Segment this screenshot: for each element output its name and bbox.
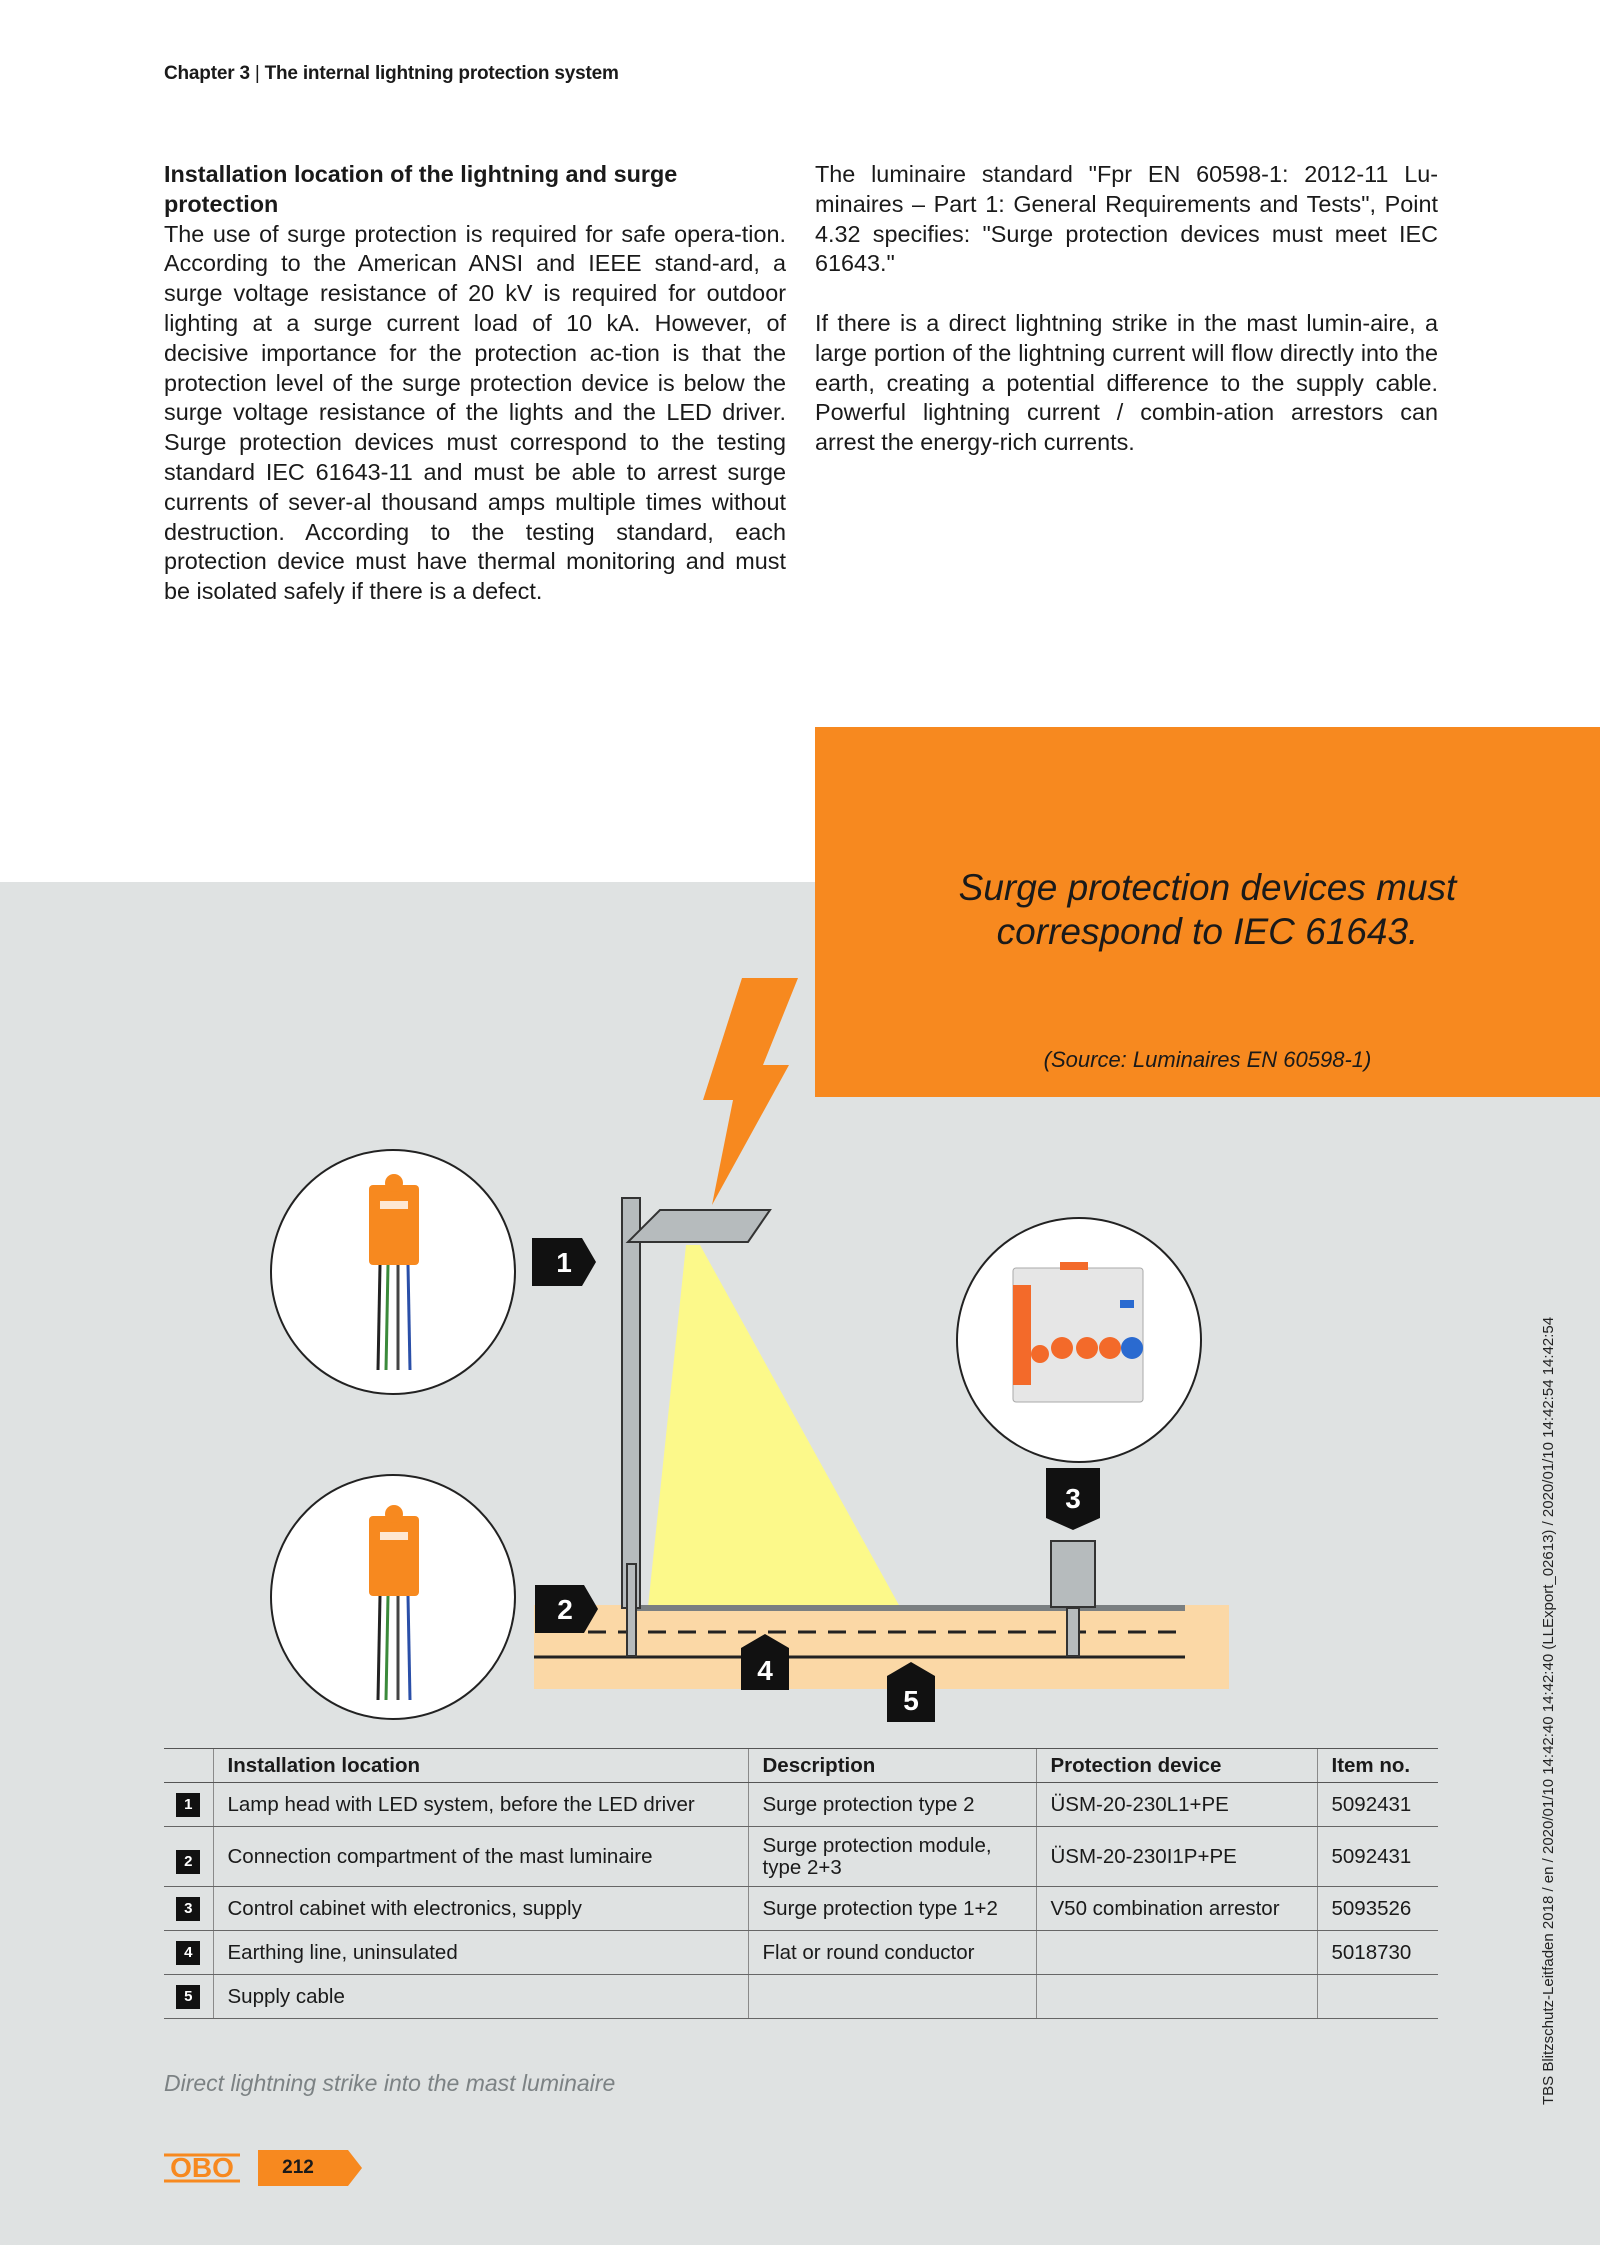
column-header-device: Protection device <box>1036 1749 1317 1783</box>
chapter-number: Chapter 3 <box>164 63 250 84</box>
cell-device <box>1036 1975 1317 2019</box>
side-print-info: TBS Blitzschutz-Leitfaden 2018 / en / 2020/01/10 14:42:40 14:42:40 (LLExport_02613) / 2020/01/10 14:42:54 14:42:54 <box>1540 1316 1557 2105</box>
cell-description: Surge protection type 1+2 <box>748 1887 1036 1931</box>
badge-3 <box>1046 1468 1100 1530</box>
section-heading: Installation location of the lightning and surge protection <box>164 161 678 217</box>
cell-item: 5092431 <box>1317 1827 1438 1887</box>
page-number: 212 <box>282 2157 314 2178</box>
cell-item: 5093526 <box>1317 1887 1438 1931</box>
row-number-badge: 1 <box>176 1793 200 1817</box>
cell-location: Supply cable <box>213 1975 748 2019</box>
chapter-title: The internal lightning protection system <box>264 63 619 84</box>
table-row <box>164 1783 1438 1827</box>
running-header: Chapter 3 | The internal lightning protection system <box>164 63 619 84</box>
obo-logo-text: OBO <box>170 2152 234 2183</box>
light-beam <box>648 1245 900 1607</box>
row-number-badge: 4 <box>176 1941 200 1965</box>
row-number-badge: 2 <box>176 1850 200 1874</box>
cell-description: Surge protection type 2 <box>748 1783 1036 1827</box>
table-row <box>164 1827 1438 1887</box>
badge-1 <box>532 1238 596 1286</box>
column-header-item: Item no. <box>1317 1749 1438 1783</box>
soil-ground <box>534 1605 1229 1689</box>
cell-location: Earthing line, uninsulated <box>213 1931 748 1975</box>
table-header-row <box>164 1749 1438 1783</box>
mast-luminaire-illustration <box>0 960 1600 1740</box>
cell-description: Flat or round conductor <box>748 1931 1036 1975</box>
cell-device <box>1036 1931 1317 1975</box>
row-number-badge: 5 <box>176 1985 200 2009</box>
control-cabinet <box>1051 1541 1095 1607</box>
right-paragraph-1: The luminaire standard "Fpr EN 60598-1: 2012-11 Lu-minaires – Part 1: General Requirements and Tests", Point 4.32 specifies: "Surge protection devices must meet IEC 61643." <box>815 161 1438 277</box>
badge-2-label: 2 <box>557 1594 573 1625</box>
column-header-description: Description <box>748 1749 1036 1783</box>
right-paragraph-2: If there is a direct lightning strike in the mast lumin-aire, a large portion of the lightning current will flow directly into the earth, creating a potential difference to the supply cable. Powerful lightning current / combin-ation arrestors can arrest the energy-rich currents. <box>815 309 1438 456</box>
left-body-text: The use of surge protection is required for safe opera-tion. According to the American ANSI and IEEE stand-ard, a surge voltage resistance of 20 kV is required for outdoor lighting at a surge current load of 10 kA. However, of decisive importance for the protection ac-tion is that the protection level of the surge protection device is below the surge voltage resistance of the lights and the LED driver. Surge protection devices must correspond to the testing standard IEC 61643-11 and must be able to arrest surge currents of sever-al thousand amps multiple times without destruction. According to the testing standard, each protection device must have thermal monitoring and must be isolated safely if there is a defect. <box>164 220 786 605</box>
cell-item: 5092431 <box>1317 1783 1438 1827</box>
figure-caption: Direct lightning strike into the mast luminaire <box>164 2070 616 2096</box>
cabinet-foundation <box>1067 1608 1079 1656</box>
cell-device: ÜSM-20-230L1+PE <box>1036 1783 1317 1827</box>
v50-arrestor-icon <box>1013 1262 1143 1402</box>
installation-table <box>164 1748 1438 2019</box>
cell-description: Surge protection module, type 2+3 <box>748 1827 1036 1887</box>
cell-location: Control cabinet with electronics, supply <box>213 1887 748 1931</box>
badge-4-label: 4 <box>757 1655 773 1686</box>
column-header-location: Installation location <box>213 1749 748 1783</box>
cell-location: Lamp head with LED system, before the LED driver <box>213 1783 748 1827</box>
quote-source: (Source: Luminaires EN 60598-1) <box>1043 1047 1372 1072</box>
right-column <box>815 160 1438 458</box>
lightning-bolt-icon <box>703 978 798 1205</box>
table-row <box>164 1931 1438 1975</box>
quote-line-1: Surge protection devices must <box>958 867 1457 908</box>
obo-logo <box>162 2150 242 2186</box>
cell-item: 5018730 <box>1317 1931 1438 1975</box>
row-number-badge: 3 <box>176 1897 200 1921</box>
cell-item <box>1317 1975 1438 2019</box>
quote-line-2: correspond to IEC 61643. <box>996 911 1419 952</box>
cell-device: V50 combination arrestor <box>1036 1887 1317 1931</box>
cell-description <box>748 1975 1036 2019</box>
mast-pole <box>622 1198 640 1608</box>
table-row <box>164 1975 1438 2019</box>
badge-1-label: 1 <box>556 1247 572 1278</box>
mast-foundation <box>627 1564 636 1656</box>
badge-3-label: 3 <box>1065 1483 1081 1514</box>
pull-quote <box>815 866 1600 954</box>
badge-5-label: 5 <box>903 1685 919 1716</box>
left-column <box>164 160 786 607</box>
table-row <box>164 1887 1438 1931</box>
cell-location: Connection compartment of the mast luminaire <box>213 1827 748 1887</box>
lamp-head <box>628 1210 770 1242</box>
cell-device: ÜSM-20-230I1P+PE <box>1036 1827 1317 1887</box>
